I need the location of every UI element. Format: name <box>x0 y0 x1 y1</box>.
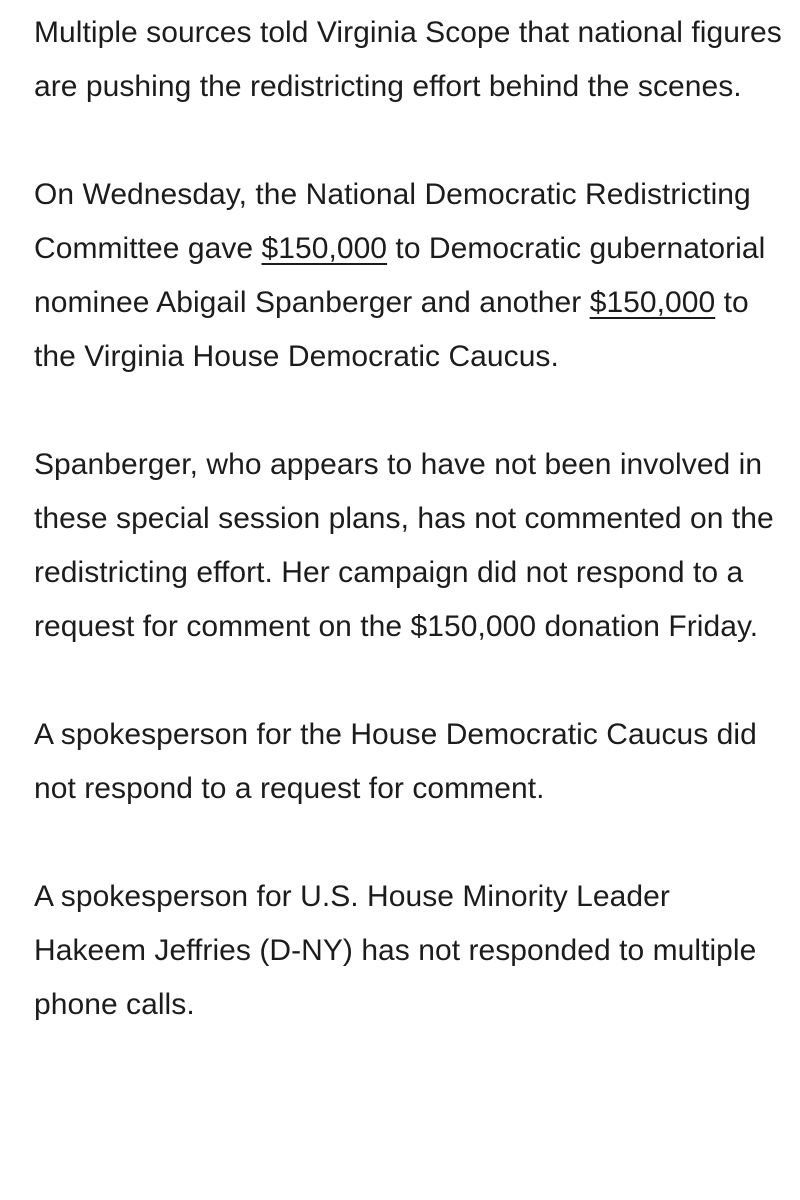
paragraph-caucus-spokesperson: A spokesperson for the House Democratic Caucus did not respond to a request for comment. <box>34 718 757 805</box>
paragraph-text: to Democratic gubernatorial nominee Abigail Spanberger and another <box>34 232 766 319</box>
paragraph-ndrc-donations <box>34 168 784 384</box>
article-body <box>34 6 784 1032</box>
donation-link-spanberger[interactable]: $150,000 <box>261 232 388 265</box>
paragraph-text: to the Virginia House Democratic Caucus. <box>34 286 749 373</box>
paragraph-spanberger-response: Spanberger, who appears to have not been involved in these special session plans, has not commented on the redistricting effort. Her campaign did not respond to a request for comment on the $150,000 donation Friday. <box>34 448 774 643</box>
donation-link-caucus[interactable]: $150,000 <box>589 286 716 319</box>
paragraph-national-figures: Multiple sources told Virginia Scope that national figures are pushing the redistricting effort behind the scenes. <box>34 16 782 103</box>
paragraph-text: On Wednesday, the National Democratic Redistricting Committee gave <box>34 178 751 265</box>
paragraph-jeffries-spokesperson: A spokesperson for U.S. House Minority Leader Hakeem Jeffries (D-NY) has not responded to multiple phone calls. <box>34 880 757 1021</box>
